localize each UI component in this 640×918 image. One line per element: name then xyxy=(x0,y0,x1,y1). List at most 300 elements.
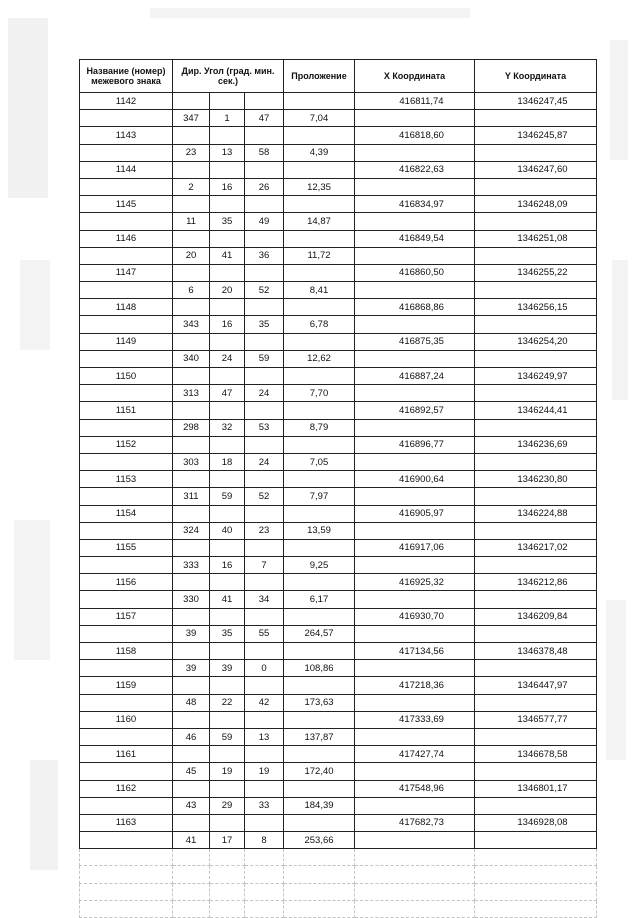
segment-length: 184,39 xyxy=(284,797,355,814)
angle-sec-empty xyxy=(245,230,284,247)
segment-length: 137,87 xyxy=(284,728,355,745)
angle-deg-empty xyxy=(173,161,210,178)
y-coordinate: 1346212,86 xyxy=(475,574,597,591)
name-empty xyxy=(80,660,173,677)
angle-deg-empty xyxy=(173,264,210,281)
segment-row xyxy=(80,316,597,333)
angle-deg-empty xyxy=(173,333,210,350)
y-coordinate: 1346928,08 xyxy=(475,814,597,831)
angle-seconds: 0 xyxy=(245,660,284,677)
length-empty xyxy=(284,196,355,213)
x-empty xyxy=(355,660,475,677)
point-name: 1150 xyxy=(80,368,173,385)
y-empty xyxy=(475,625,597,642)
name-empty xyxy=(80,763,173,780)
y-coordinate: 1346244,41 xyxy=(475,402,597,419)
y-coordinate: 1346378,48 xyxy=(475,643,597,660)
x-coordinate: 416860,50 xyxy=(355,264,475,281)
point-row xyxy=(80,127,597,144)
point-name: 1154 xyxy=(80,505,173,522)
header-angle: Дир. Угол (град. мин. сек.) xyxy=(173,60,284,93)
angle-degrees: 48 xyxy=(173,694,210,711)
length-empty xyxy=(284,780,355,797)
x-empty xyxy=(355,557,475,574)
point-row xyxy=(80,780,597,797)
x-empty xyxy=(355,385,475,402)
segment-length: 173,63 xyxy=(284,694,355,711)
length-empty xyxy=(284,436,355,453)
x-empty xyxy=(355,419,475,436)
name-empty xyxy=(80,316,173,333)
segment-row xyxy=(80,832,597,849)
point-row xyxy=(80,505,597,522)
angle-minutes: 40 xyxy=(210,522,245,539)
x-empty xyxy=(355,763,475,780)
point-row xyxy=(80,299,597,316)
angle-deg-empty xyxy=(173,780,210,797)
angle-deg-empty xyxy=(173,127,210,144)
angle-degrees: 41 xyxy=(173,832,210,849)
x-coordinate: 416892,57 xyxy=(355,402,475,419)
point-row xyxy=(80,608,597,625)
length-empty xyxy=(284,711,355,728)
angle-minutes: 18 xyxy=(210,453,245,470)
segment-length: 9,25 xyxy=(284,557,355,574)
angle-minutes: 16 xyxy=(210,316,245,333)
angle-deg-empty xyxy=(173,746,210,763)
x-coordinate: 416917,06 xyxy=(355,539,475,556)
point-row xyxy=(80,643,597,660)
angle-deg-empty xyxy=(173,574,210,591)
point-row xyxy=(80,677,597,694)
x-coordinate: 416900,64 xyxy=(355,471,475,488)
angle-degrees: 311 xyxy=(173,488,210,505)
segment-row xyxy=(80,488,597,505)
angle-deg-empty xyxy=(173,711,210,728)
point-name: 1149 xyxy=(80,333,173,350)
angle-deg-empty xyxy=(173,505,210,522)
x-coordinate: 417218,36 xyxy=(355,677,475,694)
point-name: 1157 xyxy=(80,608,173,625)
name-empty xyxy=(80,247,173,264)
angle-degrees: 340 xyxy=(173,350,210,367)
segment-row xyxy=(80,557,597,574)
angle-deg-empty xyxy=(173,539,210,556)
angle-seconds: 13 xyxy=(245,728,284,745)
x-coordinate: 416925,32 xyxy=(355,574,475,591)
angle-sec-empty xyxy=(245,746,284,763)
point-row xyxy=(80,471,597,488)
angle-degrees: 45 xyxy=(173,763,210,780)
angle-minutes: 17 xyxy=(210,832,245,849)
header-y-coordinate: Y Координата xyxy=(475,60,597,93)
name-empty xyxy=(80,832,173,849)
y-empty xyxy=(475,144,597,161)
angle-seconds: 36 xyxy=(245,247,284,264)
segment-row xyxy=(80,282,597,299)
point-row xyxy=(80,746,597,763)
length-empty xyxy=(284,505,355,522)
angle-deg-empty xyxy=(173,299,210,316)
length-empty xyxy=(284,746,355,763)
x-coordinate: 416834,97 xyxy=(355,196,475,213)
scan-speck xyxy=(606,600,626,760)
x-coordinate: 417427,74 xyxy=(355,746,475,763)
segment-row xyxy=(80,660,597,677)
point-name: 1151 xyxy=(80,402,173,419)
angle-seconds: 26 xyxy=(245,178,284,195)
point-row xyxy=(80,574,597,591)
angle-seconds: 52 xyxy=(245,488,284,505)
y-coordinate: 1346209,84 xyxy=(475,608,597,625)
angle-deg-empty xyxy=(173,230,210,247)
point-row xyxy=(80,368,597,385)
point-row xyxy=(80,814,597,831)
angle-min-empty xyxy=(210,814,245,831)
y-empty xyxy=(475,522,597,539)
y-empty xyxy=(475,488,597,505)
point-name: 1163 xyxy=(80,814,173,831)
angle-sec-empty xyxy=(245,539,284,556)
angle-degrees: 324 xyxy=(173,522,210,539)
point-name: 1143 xyxy=(80,127,173,144)
point-row xyxy=(80,333,597,350)
point-row xyxy=(80,539,597,556)
segment-row xyxy=(80,694,597,711)
name-empty xyxy=(80,178,173,195)
x-empty xyxy=(355,247,475,264)
segment-length: 11,72 xyxy=(284,247,355,264)
segment-length: 172,40 xyxy=(284,763,355,780)
angle-minutes: 47 xyxy=(210,385,245,402)
x-coordinate: 416818,60 xyxy=(355,127,475,144)
angle-seconds: 59 xyxy=(245,350,284,367)
point-name: 1158 xyxy=(80,643,173,660)
y-coordinate: 1346801,17 xyxy=(475,780,597,797)
length-empty xyxy=(284,608,355,625)
angle-sec-empty xyxy=(245,608,284,625)
scan-speck xyxy=(612,260,628,400)
angle-min-empty xyxy=(210,436,245,453)
x-empty xyxy=(355,110,475,127)
angle-degrees: 298 xyxy=(173,419,210,436)
x-empty xyxy=(355,832,475,849)
faded-rows xyxy=(80,849,597,918)
segment-row xyxy=(80,591,597,608)
name-empty xyxy=(80,488,173,505)
segment-length: 13,59 xyxy=(284,522,355,539)
angle-deg-empty xyxy=(173,677,210,694)
name-empty xyxy=(80,385,173,402)
angle-minutes: 1 xyxy=(210,110,245,127)
angle-seconds: 8 xyxy=(245,832,284,849)
y-empty xyxy=(475,797,597,814)
y-coordinate: 1346256,15 xyxy=(475,299,597,316)
segment-row xyxy=(80,453,597,470)
angle-seconds: 24 xyxy=(245,453,284,470)
y-empty xyxy=(475,832,597,849)
angle-min-empty xyxy=(210,574,245,591)
scan-speck xyxy=(610,40,628,160)
name-empty xyxy=(80,522,173,539)
angle-seconds: 49 xyxy=(245,213,284,230)
table-header-row xyxy=(80,60,597,93)
angle-min-empty xyxy=(210,264,245,281)
segment-length: 264,57 xyxy=(284,625,355,642)
angle-deg-empty xyxy=(173,368,210,385)
angle-degrees: 23 xyxy=(173,144,210,161)
angle-deg-empty xyxy=(173,93,210,110)
length-empty xyxy=(284,574,355,591)
angle-minutes: 35 xyxy=(210,625,245,642)
x-empty xyxy=(355,694,475,711)
header-length: Проложение xyxy=(284,60,355,93)
length-empty xyxy=(284,161,355,178)
segment-length: 7,04 xyxy=(284,110,355,127)
y-empty xyxy=(475,728,597,745)
angle-seconds: 42 xyxy=(245,694,284,711)
angle-sec-empty xyxy=(245,471,284,488)
angle-seconds: 24 xyxy=(245,385,284,402)
x-empty xyxy=(355,591,475,608)
angle-min-empty xyxy=(210,402,245,419)
angle-deg-empty xyxy=(173,643,210,660)
x-coordinate: 416887,24 xyxy=(355,368,475,385)
segment-length: 8,41 xyxy=(284,282,355,299)
segment-length: 12,62 xyxy=(284,350,355,367)
angle-min-empty xyxy=(210,368,245,385)
angle-degrees: 20 xyxy=(173,247,210,264)
y-coordinate: 1346224,88 xyxy=(475,505,597,522)
x-coordinate: 416896,77 xyxy=(355,436,475,453)
scan-speck xyxy=(150,8,470,18)
y-empty xyxy=(475,316,597,333)
x-empty xyxy=(355,316,475,333)
angle-degrees: 46 xyxy=(173,728,210,745)
segment-length: 7,97 xyxy=(284,488,355,505)
angle-min-empty xyxy=(210,299,245,316)
x-empty xyxy=(355,488,475,505)
x-empty xyxy=(355,625,475,642)
angle-seconds: 52 xyxy=(245,282,284,299)
angle-min-empty xyxy=(210,711,245,728)
y-empty xyxy=(475,282,597,299)
y-empty xyxy=(475,385,597,402)
angle-degrees: 330 xyxy=(173,591,210,608)
segment-row xyxy=(80,797,597,814)
x-empty xyxy=(355,797,475,814)
scan-speck xyxy=(20,260,50,350)
angle-degrees: 39 xyxy=(173,625,210,642)
y-coordinate: 1346217,02 xyxy=(475,539,597,556)
angle-sec-empty xyxy=(245,196,284,213)
angle-degrees: 303 xyxy=(173,453,210,470)
x-coordinate: 416930,70 xyxy=(355,608,475,625)
angle-min-empty xyxy=(210,471,245,488)
angle-minutes: 41 xyxy=(210,591,245,608)
x-coordinate: 417548,96 xyxy=(355,780,475,797)
angle-min-empty xyxy=(210,746,245,763)
angle-min-empty xyxy=(210,677,245,694)
point-name: 1160 xyxy=(80,711,173,728)
y-coordinate: 1346249,97 xyxy=(475,368,597,385)
segment-length: 108,86 xyxy=(284,660,355,677)
segment-row xyxy=(80,144,597,161)
y-coordinate: 1346678,58 xyxy=(475,746,597,763)
x-coordinate: 416905,97 xyxy=(355,505,475,522)
x-empty xyxy=(355,522,475,539)
point-row xyxy=(80,230,597,247)
point-name: 1161 xyxy=(80,746,173,763)
angle-sec-empty xyxy=(245,264,284,281)
angle-min-empty xyxy=(210,93,245,110)
length-empty xyxy=(284,230,355,247)
scan-speck xyxy=(30,760,58,870)
segment-row xyxy=(80,763,597,780)
y-coordinate: 1346245,87 xyxy=(475,127,597,144)
angle-min-empty xyxy=(210,127,245,144)
angle-sec-empty xyxy=(245,127,284,144)
angle-seconds: 35 xyxy=(245,316,284,333)
header-x-coordinate: X Координата xyxy=(355,60,475,93)
name-empty xyxy=(80,453,173,470)
angle-sec-empty xyxy=(245,505,284,522)
length-empty xyxy=(284,368,355,385)
x-coordinate: 416822,63 xyxy=(355,161,475,178)
segment-row xyxy=(80,178,597,195)
angle-minutes: 13 xyxy=(210,144,245,161)
length-empty xyxy=(284,333,355,350)
faded-row xyxy=(80,849,597,866)
name-empty xyxy=(80,694,173,711)
y-empty xyxy=(475,350,597,367)
angle-minutes: 16 xyxy=(210,178,245,195)
length-empty xyxy=(284,677,355,694)
y-coordinate: 1346247,45 xyxy=(475,93,597,110)
y-empty xyxy=(475,453,597,470)
x-empty xyxy=(355,282,475,299)
faded-row xyxy=(80,883,597,900)
scan-speck xyxy=(8,18,48,198)
segment-row xyxy=(80,110,597,127)
coordinates-table xyxy=(79,59,597,918)
segment-length: 8,79 xyxy=(284,419,355,436)
y-coordinate: 1346251,08 xyxy=(475,230,597,247)
angle-min-empty xyxy=(210,608,245,625)
x-empty xyxy=(355,728,475,745)
angle-sec-empty xyxy=(245,574,284,591)
segment-row xyxy=(80,213,597,230)
point-name: 1146 xyxy=(80,230,173,247)
angle-min-empty xyxy=(210,539,245,556)
angle-degrees: 313 xyxy=(173,385,210,402)
segment-row xyxy=(80,625,597,642)
segment-row xyxy=(80,728,597,745)
angle-min-empty xyxy=(210,196,245,213)
angle-sec-empty xyxy=(245,93,284,110)
point-name: 1159 xyxy=(80,677,173,694)
angle-degrees: 11 xyxy=(173,213,210,230)
angle-minutes: 20 xyxy=(210,282,245,299)
angle-degrees: 6 xyxy=(173,282,210,299)
y-empty xyxy=(475,178,597,195)
y-empty xyxy=(475,660,597,677)
angle-min-empty xyxy=(210,333,245,350)
length-empty xyxy=(284,264,355,281)
length-empty xyxy=(284,127,355,144)
angle-sec-empty xyxy=(245,814,284,831)
point-name: 1148 xyxy=(80,299,173,316)
angle-minutes: 41 xyxy=(210,247,245,264)
length-empty xyxy=(284,299,355,316)
angle-deg-empty xyxy=(173,402,210,419)
y-coordinate: 1346255,22 xyxy=(475,264,597,281)
point-name: 1144 xyxy=(80,161,173,178)
angle-seconds: 34 xyxy=(245,591,284,608)
y-coordinate: 1346447,97 xyxy=(475,677,597,694)
angle-degrees: 347 xyxy=(173,110,210,127)
y-empty xyxy=(475,694,597,711)
x-empty xyxy=(355,178,475,195)
angle-degrees: 2 xyxy=(173,178,210,195)
point-row xyxy=(80,93,597,110)
x-coordinate: 417333,69 xyxy=(355,711,475,728)
point-row xyxy=(80,196,597,213)
length-empty xyxy=(284,402,355,419)
y-empty xyxy=(475,557,597,574)
angle-minutes: 16 xyxy=(210,557,245,574)
y-coordinate: 1346236,69 xyxy=(475,436,597,453)
point-row xyxy=(80,161,597,178)
angle-min-empty xyxy=(210,780,245,797)
segment-row xyxy=(80,350,597,367)
x-coordinate: 416811,74 xyxy=(355,93,475,110)
angle-seconds: 23 xyxy=(245,522,284,539)
angle-seconds: 33 xyxy=(245,797,284,814)
name-empty xyxy=(80,110,173,127)
angle-degrees: 39 xyxy=(173,660,210,677)
length-empty xyxy=(284,539,355,556)
point-name: 1155 xyxy=(80,539,173,556)
point-row xyxy=(80,436,597,453)
angle-minutes: 29 xyxy=(210,797,245,814)
point-name: 1153 xyxy=(80,471,173,488)
name-empty xyxy=(80,213,173,230)
y-coordinate: 1346254,20 xyxy=(475,333,597,350)
faded-row xyxy=(80,900,597,917)
y-empty xyxy=(475,419,597,436)
segment-length: 4,39 xyxy=(284,144,355,161)
segment-length: 6,17 xyxy=(284,591,355,608)
angle-sec-empty xyxy=(245,780,284,797)
angle-min-empty xyxy=(210,230,245,247)
angle-degrees: 333 xyxy=(173,557,210,574)
y-empty xyxy=(475,247,597,264)
point-name: 1162 xyxy=(80,780,173,797)
angle-deg-empty xyxy=(173,471,210,488)
length-empty xyxy=(284,643,355,660)
x-empty xyxy=(355,453,475,470)
point-name: 1152 xyxy=(80,436,173,453)
name-empty xyxy=(80,797,173,814)
angle-seconds: 47 xyxy=(245,110,284,127)
x-empty xyxy=(355,144,475,161)
name-empty xyxy=(80,591,173,608)
name-empty xyxy=(80,350,173,367)
angle-min-empty xyxy=(210,161,245,178)
y-empty xyxy=(475,591,597,608)
x-coordinate: 416875,35 xyxy=(355,333,475,350)
